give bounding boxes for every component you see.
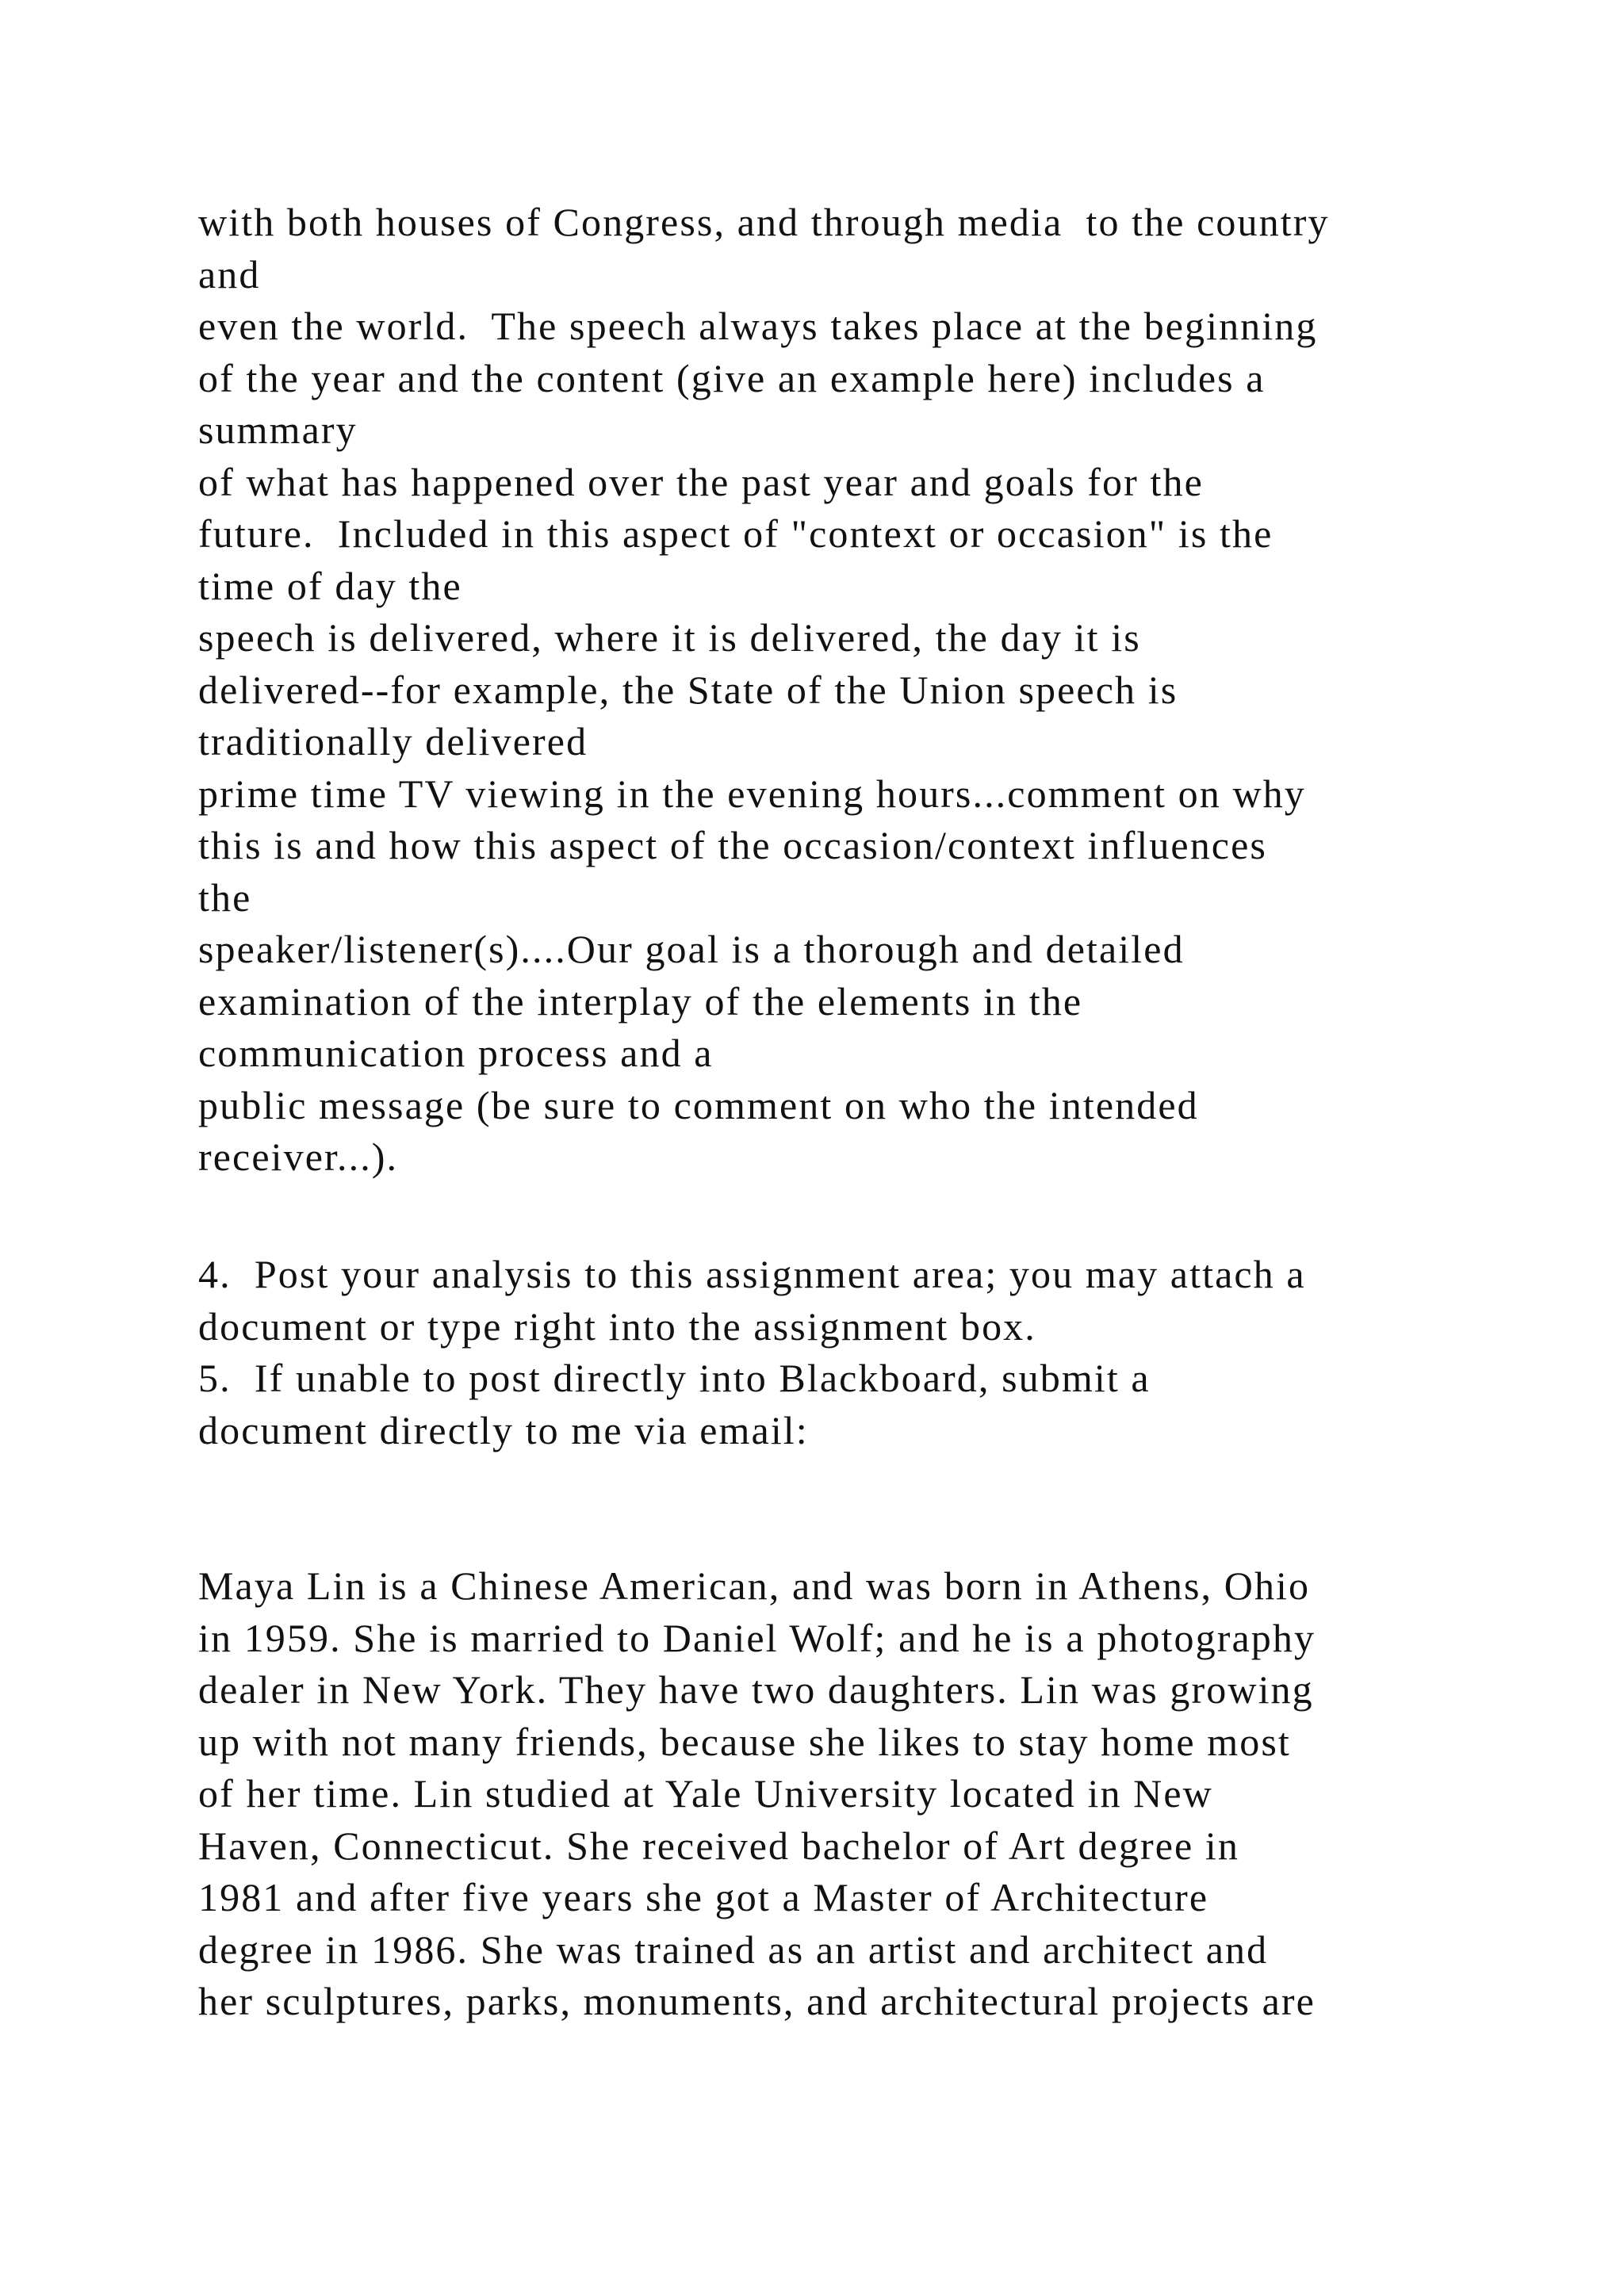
text-line: prime time TV viewing in the evening hours...comment on why bbox=[198, 771, 1306, 816]
text-line: of the year and the content (give an example here) includes a bbox=[198, 355, 1266, 400]
text-line: with both houses of Congress, and through media to the country bbox=[198, 200, 1330, 244]
assignment-instructions-paragraph bbox=[198, 197, 1507, 1184]
numbered-steps-list bbox=[198, 1249, 1507, 1456]
text-line: 1981 and after five years she got a Master of Architecture bbox=[198, 1875, 1209, 1919]
text-line: of what has happened over the past year and goals for the bbox=[198, 459, 1204, 504]
text-line: in 1959. She is married to Daniel Wolf; and he is a photography bbox=[198, 1615, 1316, 1660]
step-5-line: 5. If unable to post directly into Blackboard, submit a bbox=[198, 1356, 1151, 1400]
text-line: time of day the bbox=[198, 563, 462, 608]
text-line: Haven, Connecticut. She received bachelor of Art degree in bbox=[198, 1823, 1239, 1868]
text-line: the bbox=[198, 874, 252, 920]
step-4-line: document or type right into the assignment box. bbox=[198, 1303, 1036, 1349]
text-line: degree in 1986. She was trained as an artist and architect and bbox=[198, 1927, 1269, 1972]
text-line: dealer in New York. They have two daughters. Lin was growing bbox=[198, 1667, 1314, 1712]
step-4-line: 4. Post your analysis to this assignment area; you may attach a bbox=[198, 1252, 1306, 1296]
text-line: her sculptures, parks, monuments, and architectural projects are bbox=[198, 1979, 1316, 2023]
text-line: summary bbox=[198, 408, 358, 452]
text-line: up with not many friends, because she likes to stay home most bbox=[198, 1719, 1291, 1764]
text-line: of her time. Lin studied at Yale University located in New bbox=[198, 1771, 1213, 1816]
text-line: traditionally delivered bbox=[198, 719, 588, 763]
text-line: receiver...). bbox=[198, 1135, 399, 1179]
text-line: this is and how this aspect of the occasion/context influences bbox=[198, 823, 1267, 867]
text-line: future. Included in this aspect of "context or occasion" is the bbox=[198, 511, 1274, 556]
text-line: communication process and a bbox=[198, 1031, 714, 1075]
text-line: even the world. The speech always takes place at the beginning bbox=[198, 304, 1318, 348]
text-line: speech is delivered, where it is delivered, the day it is bbox=[198, 615, 1141, 660]
text-line: public message (be sure to comment on who the intended bbox=[198, 1082, 1199, 1127]
text-line: speaker/listener(s)....Our goal is a thorough and detailed bbox=[198, 927, 1185, 971]
text-line: examination of the interplay of the elements in the bbox=[198, 978, 1083, 1024]
text-line: Maya Lin is a Chinese American, and was born in Athens, Ohio bbox=[198, 1563, 1311, 1608]
text-line: delivered--for example, the State of the Union speech is bbox=[198, 667, 1178, 712]
step-5-line: document directly to me via email: bbox=[198, 1407, 809, 1452]
text-line: and bbox=[198, 251, 261, 297]
maya-lin-biography-paragraph bbox=[198, 1560, 1507, 2028]
